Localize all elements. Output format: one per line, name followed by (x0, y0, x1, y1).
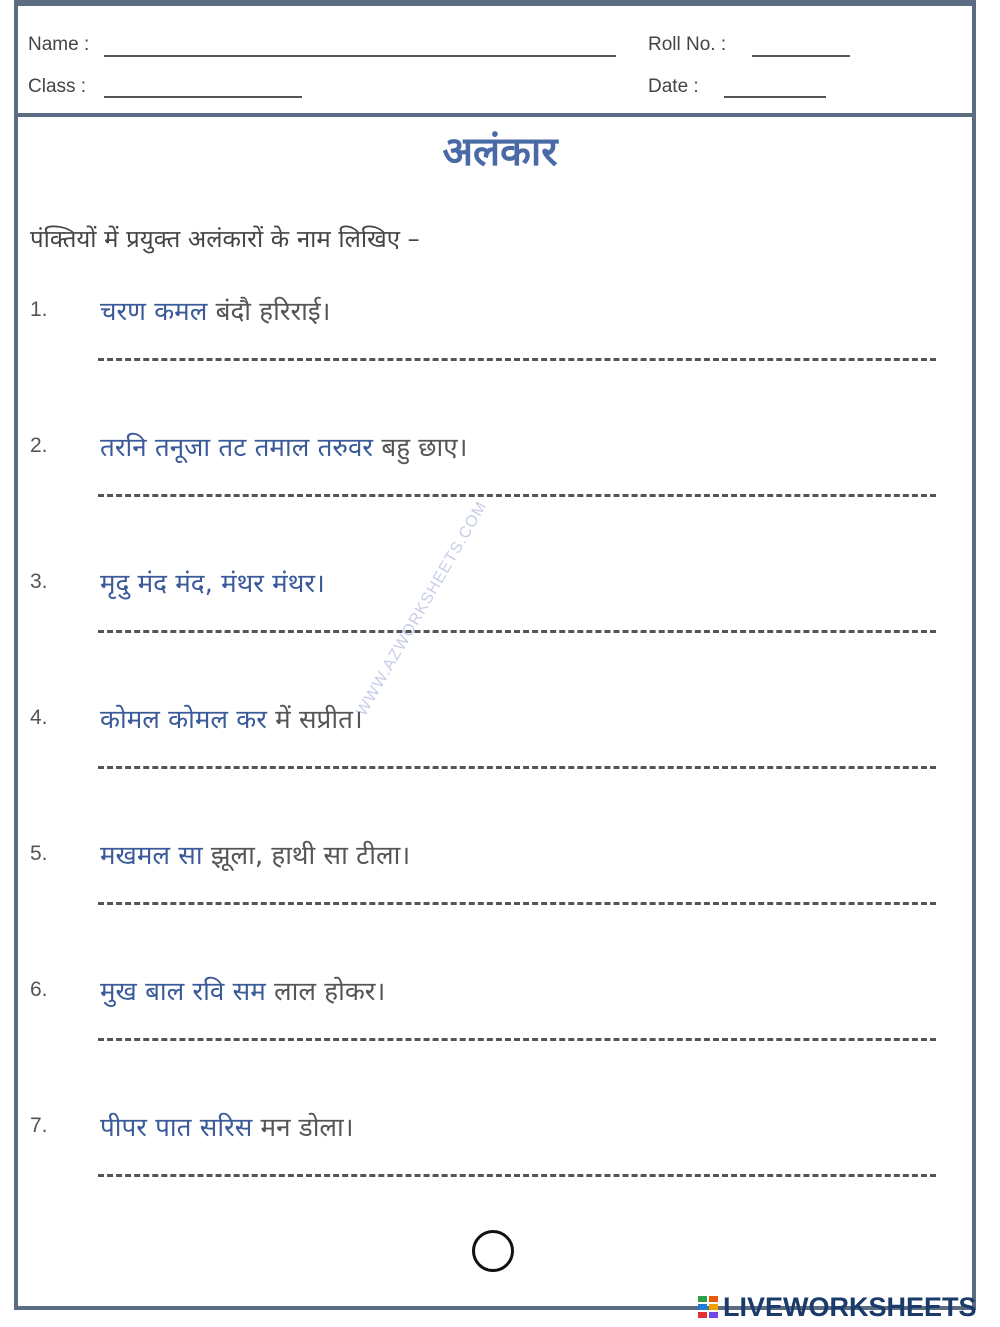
worksheet-title: अलंकार (442, 129, 558, 175)
question-number: 3. (30, 570, 48, 593)
brand-name: LIVEWORKSHEETS (723, 1291, 977, 1322)
question-text: मृदु मंद मंद, मंथर मंथर। (100, 569, 325, 599)
watermark: WWW.AZWORKSHEETS.COM (353, 498, 491, 720)
question-number: 2. (30, 434, 48, 457)
question-number: 4. (30, 706, 48, 729)
question-number: 7. (30, 1114, 48, 1137)
question-text: पीपर पात सरिस मन डोला। (100, 1113, 354, 1143)
question-number: 6. (30, 978, 48, 1001)
answer-line[interactable] (98, 494, 936, 497)
answer-line[interactable] (98, 630, 936, 633)
answer-line[interactable] (98, 766, 936, 769)
roll-no-label: Roll No. : (648, 34, 727, 55)
question-text: कोमल कोमल कर में सप्रीत। (100, 705, 363, 735)
date-field-line (724, 96, 826, 98)
name-label: Name : (28, 34, 90, 55)
question-text: तरनि तनूजा तट तमाल तरुवर बहु छाए। (100, 433, 468, 463)
answer-line[interactable] (98, 1174, 936, 1177)
liveworksheets-brand (697, 1290, 977, 1324)
question-text: मखमल सा झूला, हाथी सा टीला। (100, 841, 411, 871)
class-field-line (104, 96, 302, 98)
answer-line[interactable] (98, 1038, 936, 1041)
instruction-text: पंक्तियों में प्रयुक्त अलंकारों के नाम लिखिए – (30, 225, 420, 253)
question-text: मुख बाल रवि सम लाल होकर। (100, 977, 386, 1007)
circle-answer-button[interactable] (472, 1230, 514, 1272)
question-text: चरण कमल बंदौ हरिराई। (100, 297, 331, 327)
answer-line[interactable] (98, 358, 936, 361)
name-field-line (104, 55, 616, 57)
answer-line[interactable] (98, 902, 936, 905)
worksheet-header (14, 0, 976, 117)
question-number: 1. (30, 298, 48, 321)
liveworksheets-logo-icon (697, 1294, 719, 1320)
class-label: Class : (28, 76, 87, 97)
question-number: 5. (30, 842, 48, 865)
roll-no-field-line (752, 55, 850, 57)
date-label: Date : (648, 76, 699, 97)
